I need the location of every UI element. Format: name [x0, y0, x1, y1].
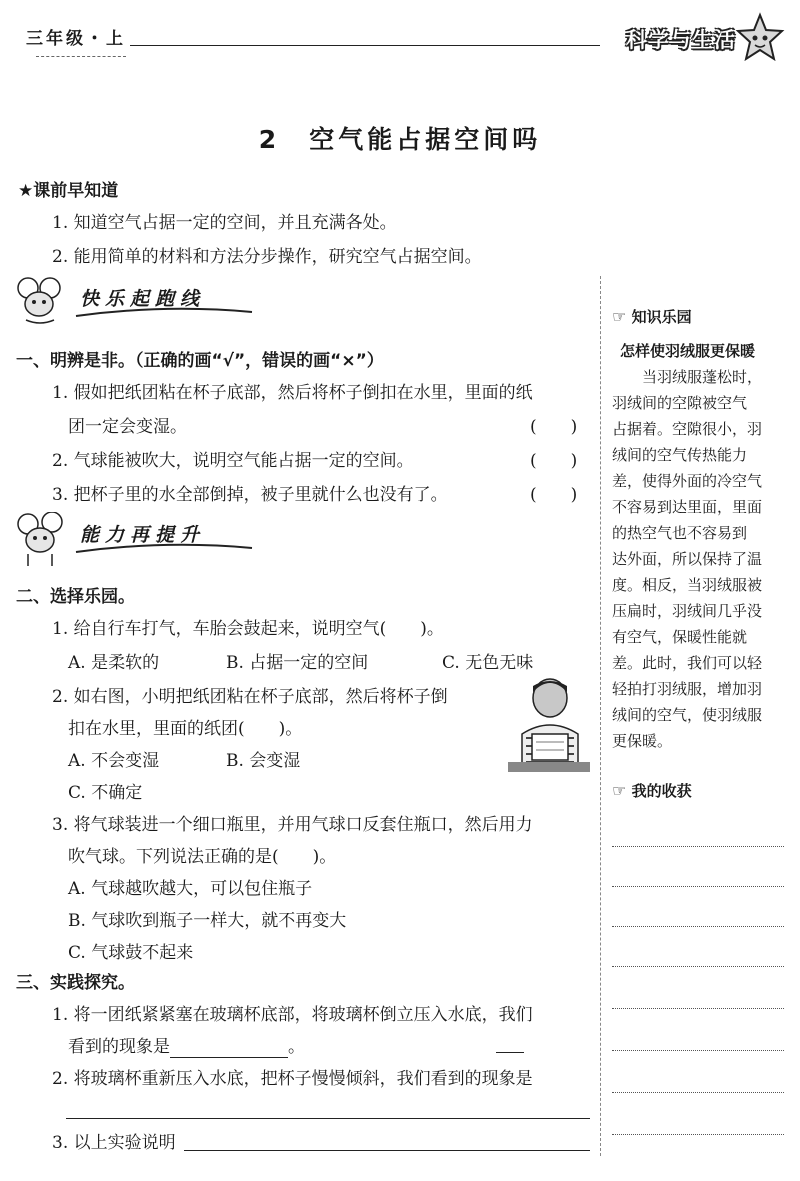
part1-heading: 一、明辨是非。（正确的画“√”，错误的画“×”）	[16, 351, 384, 371]
series-title: 科学与生活	[626, 28, 736, 52]
header-dashed-rule	[36, 56, 126, 57]
harvest-write-line[interactable]	[612, 926, 784, 927]
part1-q1-line2: 团一定会变湿。	[68, 417, 187, 437]
article-line: 压扁时，羽绒间几乎没	[612, 602, 763, 620]
part3-q1-line2: 看到的现象是 。	[68, 1037, 305, 1057]
article-line: 的热空气也不容易到	[612, 524, 748, 542]
part2-q3-line2: 吹气球。下列说法正确的是( )。	[68, 847, 337, 867]
article-line: 差。此时，我们可以轻	[612, 654, 763, 672]
article-line: 达外面，所以保持了温	[612, 550, 763, 568]
part3-q1-line1: 1. 将一团纸紧紧塞在玻璃杯底部，将玻璃杯倒立压入水底，我们	[52, 1005, 533, 1025]
part2-q2-option-a: A. 不会变湿	[68, 751, 160, 771]
header-grade: 三年级・上	[26, 29, 126, 49]
article-line: 轻拍打羽绒服，增加羽	[612, 680, 763, 698]
part1-q1-line1: 1. 假如把纸团粘在杯子底部，然后将杯子倒扣在水里，里面的纸	[52, 383, 533, 403]
part3-q2: 2. 将玻璃杯重新压入水底，把杯子慢慢倾斜，我们看到的现象是	[52, 1069, 533, 1089]
banner-quick-start-text: 快乐起跑线	[80, 288, 206, 310]
answer-paren-3[interactable]: ( )	[530, 485, 578, 505]
preview-heading: ★课前早知道	[18, 181, 119, 201]
mouse-icon	[14, 276, 70, 326]
article-line: 度。相反，当羽绒服被	[612, 576, 763, 594]
part2-q1-option-a: A. 是柔软的	[68, 653, 160, 673]
lesson-title: 2 空气能占据空间吗	[258, 125, 542, 154]
answer-paren-1[interactable]: ( )	[530, 417, 578, 437]
part3-q3: 3. 以上实验说明	[52, 1133, 176, 1153]
part1-q2: 2. 气球能被吹大，说明空气能占据一定的空间。	[52, 451, 414, 471]
short-rule	[496, 1052, 524, 1053]
preview-item-1: 1. 知道空气占据一定的空间，并且充满各处。	[52, 213, 397, 233]
part2-q3-option-c: C. 气球鼓不起来	[68, 943, 194, 963]
article-body	[612, 364, 788, 754]
boy-with-cup-illustration	[508, 676, 590, 772]
pointing-hand-icon: ☞	[612, 781, 627, 800]
answer-blank-1[interactable]	[170, 1037, 288, 1058]
part2-q3-option-a: A. 气球越吹越大，可以包住瓶子	[68, 879, 313, 899]
part2-q1: 1. 给自行车打气，车胎会鼓起来，说明空气( )。	[52, 619, 444, 639]
part2-q3-option-b: B. 气球吹到瓶子一样大，就不再变大	[68, 911, 347, 931]
harvest-write-line[interactable]	[612, 1050, 784, 1051]
harvest-write-line[interactable]	[612, 1134, 784, 1135]
knowledge-heading: ☞ 知识乐园	[612, 307, 692, 326]
preview-item-2: 2. 能用简单的材料和方法分步操作，研究空气占据空间。	[52, 247, 482, 267]
article-line: 绒间的空气，使羽绒服	[612, 706, 763, 724]
harvest-write-line[interactable]	[612, 966, 784, 967]
article-title: 怎样使羽绒服更保暖	[620, 342, 756, 360]
part2-q1-option-c: C. 无色无味	[442, 653, 534, 673]
part2-q2-option-b: B. 会变湿	[226, 751, 301, 771]
harvest-write-line[interactable]	[612, 1092, 784, 1093]
banner-improve-text: 能力再提升	[80, 524, 206, 546]
answer-paren-2[interactable]: ( )	[530, 451, 578, 471]
harvest-write-line[interactable]	[612, 1008, 784, 1009]
part2-q3-line1: 3. 将气球装进一个细口瓶里，并用气球口反套住瓶口，然后用力	[52, 815, 533, 835]
article-line: 有空气，保暖性能就	[612, 628, 748, 646]
part2-q2-line2: 扣在水里，里面的纸团( )。	[68, 719, 303, 739]
part2-q2-option-c: C. 不确定	[68, 783, 143, 803]
sidebar-divider	[600, 276, 601, 1156]
harvest-write-line[interactable]	[612, 886, 784, 887]
part3-heading: 三、实践探究。	[16, 973, 135, 993]
article-line: 占据着。空隙很小，羽	[612, 420, 763, 438]
part2-q2-line1: 2. 如右图，小明把纸团粘在杯子底部，然后将杯子倒	[52, 687, 448, 707]
article-line: 羽绒间的空隙被空气	[612, 394, 748, 412]
answer-line-2[interactable]	[66, 1118, 590, 1119]
swoosh-decoration	[74, 538, 254, 558]
part1-q3: 3. 把杯子里的水全部倒掉，被子里就什么也没有了。	[52, 485, 448, 505]
part2-heading: 二、选择乐园。	[16, 587, 135, 607]
harvest-write-line[interactable]	[612, 846, 784, 847]
swoosh-decoration	[74, 302, 254, 322]
part2-q1-option-b: B. 占据一定的空间	[226, 653, 369, 673]
star-mascot-icon	[734, 12, 786, 64]
article-line: 更保暖。	[612, 732, 673, 750]
harvest-heading: ☞ 我的收获	[612, 781, 692, 800]
article-line: 不容易到达里面，里面	[612, 498, 763, 516]
banner-improve	[14, 512, 254, 558]
article-line: 当羽绒服蓬松时，	[642, 368, 763, 386]
answer-line-3[interactable]	[184, 1150, 590, 1151]
header-rule	[130, 45, 600, 46]
mouse-icon	[14, 512, 70, 568]
pointing-hand-icon: ☞	[612, 307, 627, 326]
banner-quick-start	[14, 276, 254, 322]
article-line: 绒间的空气传热能力	[612, 446, 748, 464]
article-line: 差，使得外面的冷空气	[612, 472, 763, 490]
